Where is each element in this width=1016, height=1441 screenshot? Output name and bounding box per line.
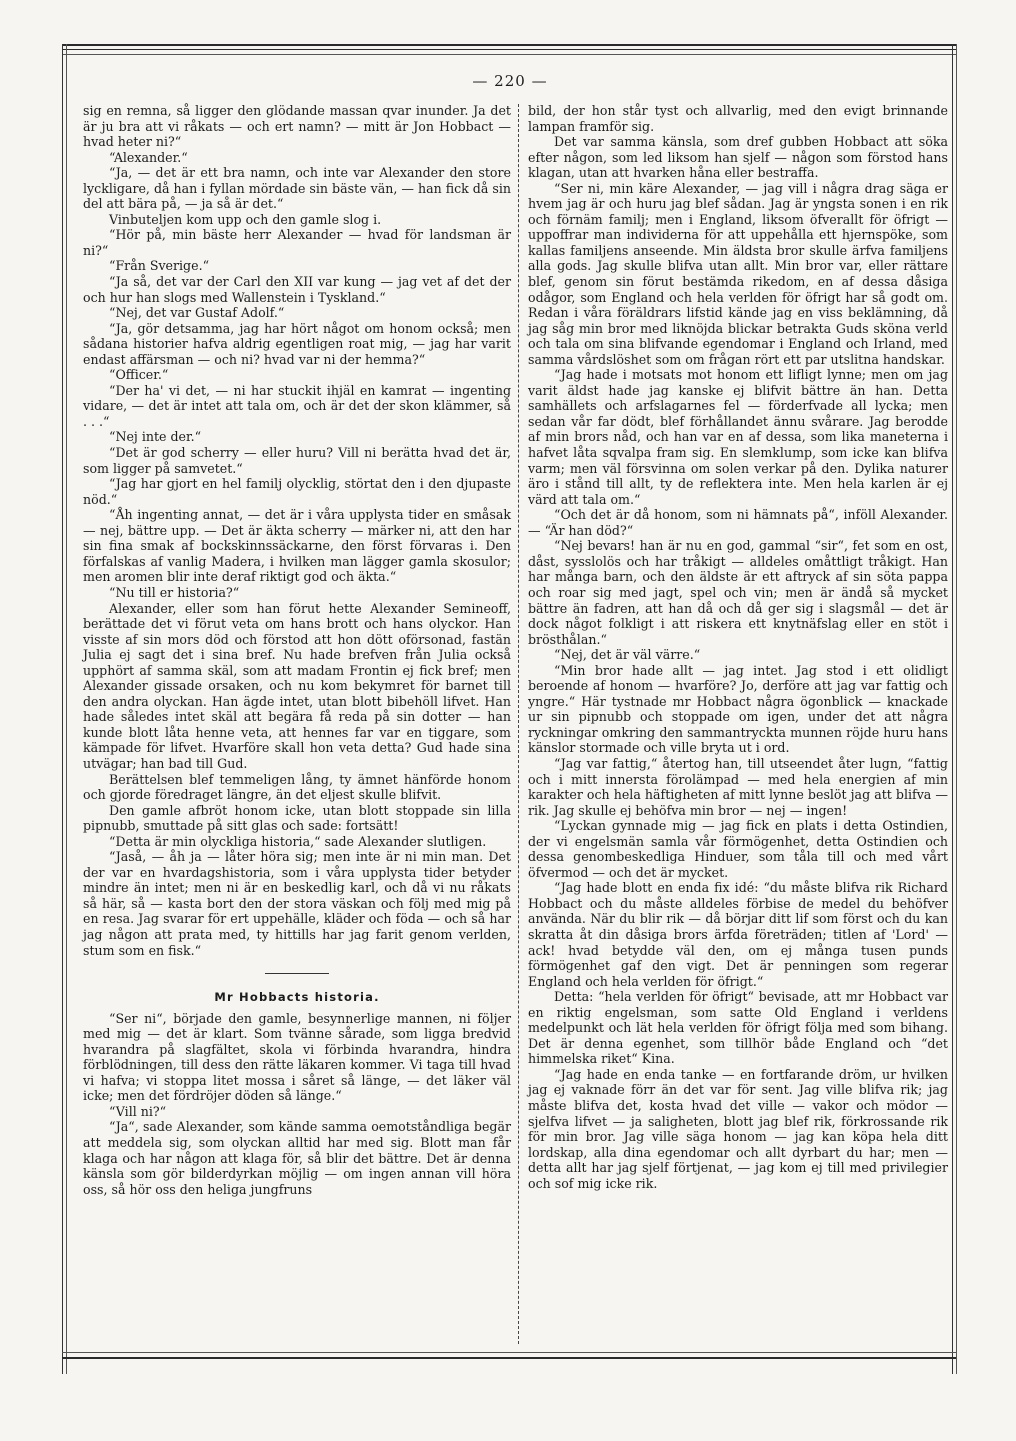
paragraph: “Åh ingenting annat, — det är i våra upplysta tider en småsak — nej, bättre upp. — Det är äkta scherry — märker ni, att den har sin fina smak af bockskinnssäckarne, den först förvaras i. Den förfalskas af vanlig Madera, i hvilken man lägger gamla skosulor; men aromen blir inte deraf riktigt god och äkta.“ xyxy=(83,507,511,585)
paragraph: “Lyckan gynnade mig — jag fick en plats i detta Ostindien, der vi engelsmän samla vår förmögenhet, detta Ostindien och dessa genombeskedliga Hinduer, som tåla till och med vårt öfvermod — och det är mycket. xyxy=(528,818,948,880)
frame-rule-top-inner xyxy=(62,49,956,50)
paragraph: “Ja, gör detsamma, jag har hört något om honom också; men sådana historier hafva aldrig egentligen roat mig, — jag har varit endast affärsman — och ni? hvad var ni der hemma?“ xyxy=(83,320,511,367)
paragraph: Berättelsen blef temmeligen lång, ty ämnet hänförde honom och gjorde föredraget längre, än det eljest skulle blifvit. xyxy=(83,771,511,803)
paragraph: Den gamle afbröt honom icke, utan blott stoppade sin lilla pipnubb, smuttade på sitt glas och sade: fortsätt! xyxy=(83,802,511,834)
paragraph: Det var samma känsla, som dref gubben Hobbact att söka efter någon, som led liksom han sjelf — någon som förstod hans klagan, utan att hvarken håna eller bestraffa. xyxy=(528,134,948,181)
paragraph: “Från Sverige.“ xyxy=(109,258,210,274)
paragraph: bild, der hon står tyst och allvarlig, med den evigt brinnande lampan framför sig. xyxy=(528,103,948,134)
paragraph: “Officer.“ xyxy=(109,367,169,383)
frame-rule-left-inner xyxy=(66,44,67,1374)
left-column xyxy=(83,103,511,1197)
frame-rule-right-inner xyxy=(956,44,957,1374)
right-column xyxy=(528,103,948,1191)
paragraph: “Der ha' vi det, — ni har stuckit ihjäl en kamrat — ingenting vidare, — det är intet att tala om, och är det der skon klämmer, så . . .“ xyxy=(83,382,511,429)
paragraph: “Och det är då honom, som ni hämnats på“, inföll Alexander. — “Är han död?“ xyxy=(528,507,948,538)
frame-rule-right xyxy=(952,44,953,1374)
paragraph: “Nu till er historia?“ xyxy=(109,584,240,600)
paragraph: “Nej inte der.“ xyxy=(109,429,202,445)
paragraph: sig en remna, så ligger den glödande massan qvar inunder. Ja det är ju bra att vi råkats — och ert namn? — mitt är Jon Hobbact — hvad heter ni?“ xyxy=(83,103,511,150)
paragraph: “Hör på, min bäste herr Alexander — hvad för landsman är ni?“ xyxy=(83,227,511,258)
paragraph: “Ser ni“, började den gamle, besynnerlige mannen, ni följer med mig — det är klart. Som tvänne sårade, som ligga bredvid hvarandra på slagfältet, skola vi förbinda hvarandra, hindra förblödningen, till dess den rätte läkaren kommer. Vi taga till hvad vi hafva; vi stoppa litet mossa i såret så länge, — det läker väl icke; men det fördröjer döden så länge.“ xyxy=(83,1010,511,1104)
page-number: — 220 — xyxy=(472,72,548,90)
paragraph: Vinbuteljen kom upp och den gamle slog i. xyxy=(109,211,382,227)
paragraph: “Min bror hade allt — jag intet. Jag stod i ett olidligt beroende af honom — hvarföre? Jo, derföre att jag var fattig och yngre.“ Här tystnade mr Hobbact några ögonblick — knackade ur sin pipnubb och stoppade om igen, under det att några ryckningar omkring den sammantryckta munnen röjde huru hans känslor stormade och ville bryta ut i ord. xyxy=(528,662,948,756)
paragraph: “Jag hade i motsats mot honom ett lifligt lynne; men om jag varit äldst hade jag kanske ej blifvit bättre än han. Detta samhällets och arfslagarnes fel — förderfvade all lycka; men sedan vår far dödt, blef förhållandet ännu svårare. Jag berodde af min brors nåd, och han var en af dessa, som lika maneterna i hafvet låta sqvalpa fram sig. En slemklump, som icke kan blifva varm; men väl försvinna om solen verkar på den. Dylika naturer äro i stånd till allt, ty de reflektera inte. Men hela karlen är ej värd att tala om.“ xyxy=(528,367,948,507)
paragraph: Detta: “hela verlden för öfrigt“ bevisade, att mr Hobbact var en riktig engelsman, som satte Old England i verldens medelpunkt och lät hela verlden för öfrigt följa med som bihang. Det är denna egenhet, som tillhör både England och “det himmelska riket“ Kina. xyxy=(528,989,948,1067)
frame-rule-left xyxy=(62,44,63,1374)
paragraph: “Ja, — det är ett bra namn, och inte var Alexander den store lyckligare, då han i fyllan mördade sin bäste vän, — han fick då sin del att bära på, — ja så är det.“ xyxy=(83,165,511,212)
column-divider xyxy=(518,104,519,1344)
paragraph: “Jag hade blott en enda fix idé: “du måste blifva rik Richard Hobbact och du måste alldeles förbise de medel du behöfver använda. När du blir rik — då börjar ditt lif som först och du kan skratta åt din dåsiga brors ärfda företräden; titlen af 'Lord' — ack! hvad betydde väl den, om ej många tusen punds förmögenhet gaf den vigt. Det är penningen som regerar England och hela verlden för öfrigt.“ xyxy=(528,880,948,989)
paragraph: “Jag har gjort en hel familj olycklig, störtat den i den djupaste nöd.“ xyxy=(83,476,511,507)
paragraph: “Ja så, det var der Carl den XII var kung — jag vet af det der och hur han slogs med Wallenstein i Tyskland.“ xyxy=(83,274,511,305)
paragraph: “Nej, det är väl värre.“ xyxy=(554,647,701,663)
frame-rule-top xyxy=(62,44,956,46)
paragraph: “Ja“, sade Alexander, som kände samma oemotståndliga begär att meddela sig, som olyckan alltid har med sig. Blott man får klaga och har någon att klaga för, så blir det bättre. Det är denna känsla som gör bilderdyrkan möjlig — om ingen annan vill höra oss, så hör oss den heliga jungfruns xyxy=(83,1119,511,1197)
section-separator xyxy=(265,973,329,974)
frame-rule-bottom xyxy=(62,1357,956,1359)
paragraph: “Jag var fattig,“ återtog han, till utseendet åter lugn, “fattig och i mitt innersta förolämpad — med hela energien af min karakter och hela häftigheten af mitt lynne beslöt jag att blifva — rik. Jag skulle ej behöfva min bror — nej — ingen! xyxy=(528,755,948,818)
paragraph: “Det är god scherry — eller huru? Vill ni berätta hvad det är, som ligger på samvetet.“ xyxy=(83,445,511,476)
frame-rule-top-thin xyxy=(62,54,956,55)
paragraph: “Jaså, — åh ja — låter höra sig; men inte är ni min man. Det der var en hvardagshistoria, som i våra upplysta tider betyder mindre än intet; men ni är en beskedlig karl, och då vi nu råkats så här, så — kasta bort den der stora väskan och följ med mig på en resa. Jag svarar för ert uppehälle, kläder och föda — och så har jag någon att prata med, ty hittills har jag farit genom verlden, stum som en fisk.“ xyxy=(83,849,511,958)
section-heading: Mr Hobbacts historia. xyxy=(214,990,380,1005)
paragraph: “Jag hade en enda tanke — en fortfarande dröm, ur hvilken jag ej vaknade förr än det var för sent. Jag ville blifva rik; jag måste blifva det, kosta hvad det ville — vakor och mödor — sjelfva lifvet — ja saligheten, blott jag blef rik, förkrossande rik för min bror. Jag ville säga honom — jag kan köpa hela ditt lordskap, alla dina egendomar och allt dyrbart du har; men — detta allt har jag sjelf förtjenat, — jag kom ej till med privilegier och sof mig icke rik. xyxy=(528,1066,948,1191)
paragraph: Alexander, eller som han förut hette Alexander Semineoff, berättade det vi förut veta om hans brott och hans olyckor. Han visste af sin mors död och förstod att hon dött oförsonad, fastän Julia ej sagt det i sina bref. Nu hade brefven från Julia också upphört af samma skäl, som att madam Frontin ej fick bref; men Alexander gissade orsaken, och nu kom bekymret för barnet till den andra olyckan. Han ägde intet, utan blott bibehöll lifvet. Han hade således intet skäl att begära få reda på sin dotter — han kunde blott låta henne veta, att hennes far var en tiggare, som kämpade för lifvet. Hvarföre skall hon veta detta? Gud hade sina utvägar; han bad till Gud. xyxy=(83,600,511,771)
paragraph: “Alexander.“ xyxy=(109,149,188,165)
frame-rule-bottom-thin xyxy=(62,1352,956,1353)
paragraph: “Vill ni?“ xyxy=(109,1103,167,1119)
paragraph: “Detta är min olyckliga historia,“ sade Alexander slutligen. xyxy=(109,833,487,849)
paragraph: “Nej bevars! han är nu en god, gammal “sir“, fet som en ost, dåst, sysslolös och har tråkigt — alldeles omåttligt tråkigt. Han har många barn, och den äldste är ett aftryck af sin söta pappa och roar sig med jagt, spel och vin; men är ändå så mycket bättre än fadren, att han då och då ger sig i slagsmål — det är dock något folkligt i att riskera ett knytnäfslag eller en stöt i brösthålan.“ xyxy=(528,538,948,647)
paragraph: “Ser ni, min käre Alexander, — jag vill i några drag säga er hvem jag är och huru jag blef sådan. Jag är yngsta sonen i en rik och förnäm familj; men i England, liksom öfverallt för öfrigt — uppoffrar man individerna för att uppehålla ett hjernspöke, som kallas familjens anseende. Min äldsta bror skulle ärfva familjens alla gods. Jag skulle blifva utan allt. Min bror var, eller rättare blef, genom sin förut bestämda rikedom, en af dessa dåsiga odågor, som England och hela verlden för öfrigt har så godt om. Redan i våra föräldrars lifstid kände jag en viss beklämning, då jag såg min bror med liknöjda blickar betrakta Guds sköna verld och tala om sina blifvande egendomar i England och Irland, med samma vårdslöshet som om frågan rört ett par utslitna handskar. xyxy=(528,180,948,367)
paragraph: “Nej, det var Gustaf Adolf.“ xyxy=(109,305,285,321)
